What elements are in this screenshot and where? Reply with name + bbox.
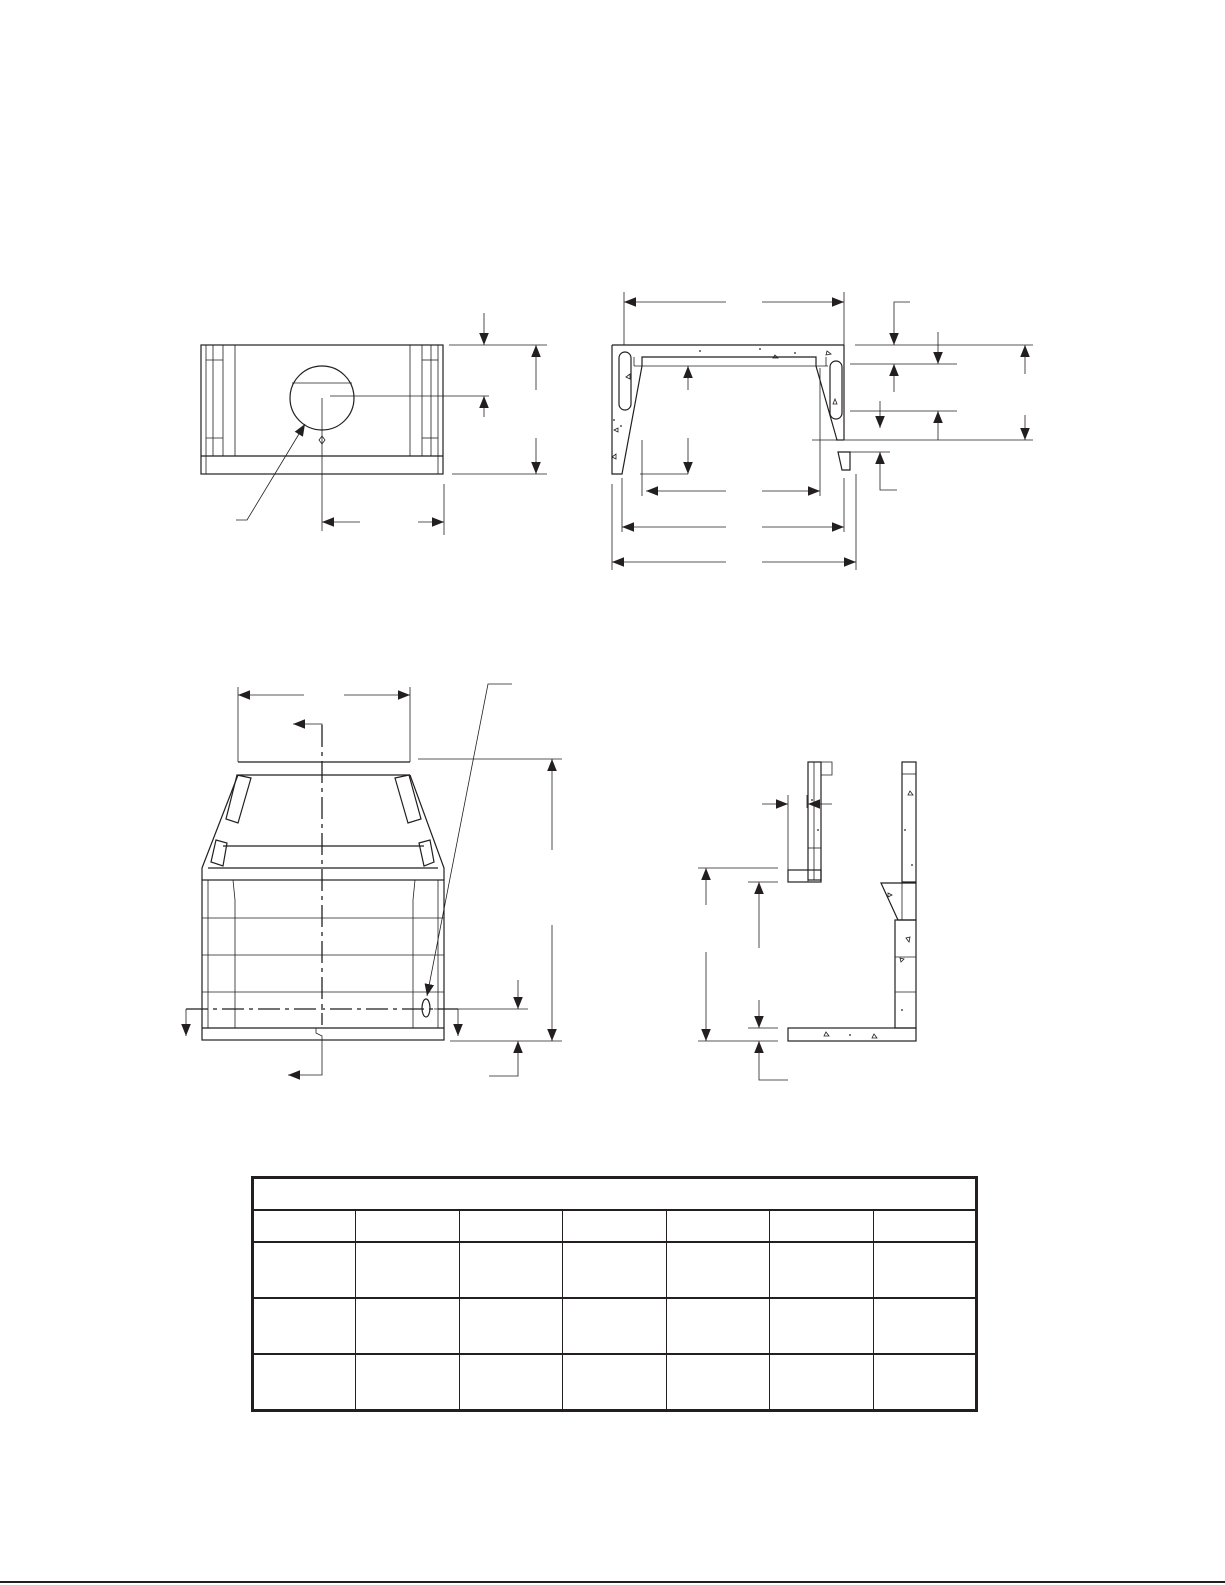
table-cell [666, 1354, 769, 1411]
section-concrete-hatch [811, 791, 913, 1038]
elevation-right-wing-lower [419, 840, 434, 866]
table-cell [356, 1242, 459, 1298]
concrete-hatch [612, 348, 837, 459]
section-lower-wall [895, 920, 916, 1028]
dim-elev-drain-lower [489, 1041, 518, 1076]
table-header-cell [666, 1210, 769, 1242]
elevation-view [186, 684, 562, 1076]
section-arrow-bottom [288, 1040, 322, 1075]
table-cell [770, 1298, 873, 1354]
plan-view [612, 292, 1033, 570]
opening-leader [236, 424, 305, 520]
table-cell [459, 1354, 562, 1411]
table-header-cell [770, 1210, 873, 1242]
dim-sec-slab [759, 1041, 788, 1080]
table-header-cell [356, 1210, 459, 1242]
section-view [698, 762, 916, 1080]
bottom-border-rule [0, 1581, 1225, 1583]
elevation-left-wing-upper [226, 775, 251, 823]
table-cell [666, 1242, 769, 1298]
table-cell [666, 1298, 769, 1354]
plan-view-right-foot [838, 452, 850, 470]
table-cell [563, 1242, 666, 1298]
section-floor-slab [788, 1028, 916, 1041]
table-header-cell [563, 1210, 666, 1242]
table-row [253, 1298, 977, 1354]
left-slot [619, 352, 631, 410]
section-arrow-top [293, 724, 322, 725]
table-cell [459, 1298, 562, 1354]
table-cell [356, 1298, 459, 1354]
front-view-right-stiffener [410, 345, 438, 456]
front-view [201, 313, 547, 535]
dim-plan-gap-lower [880, 452, 897, 490]
table-cell [873, 1298, 976, 1354]
table-cell [356, 1354, 459, 1411]
drain-hole [422, 999, 430, 1017]
table-cell [770, 1242, 873, 1298]
section-right-wall [902, 762, 916, 882]
table-title [253, 1178, 977, 1211]
table-row [253, 1242, 977, 1298]
table-cell [563, 1298, 666, 1354]
table-cell [563, 1354, 666, 1411]
elevation-body [202, 880, 444, 1040]
section-haunch [881, 883, 916, 920]
table-cell [873, 1242, 976, 1298]
table-header-cell [253, 1210, 356, 1242]
table-header-cell [459, 1210, 562, 1242]
table-header-row [253, 1210, 977, 1242]
table-header-cell [873, 1210, 976, 1242]
elevation-right-wing-upper [395, 775, 421, 823]
table-cell [253, 1354, 356, 1411]
table-title-row [253, 1178, 977, 1211]
table-cell [770, 1354, 873, 1411]
front-view-left-stiffener [206, 345, 235, 456]
drain-leader [427, 684, 512, 996]
table-cell [873, 1354, 976, 1411]
table-cell [253, 1242, 356, 1298]
table-cell [253, 1298, 356, 1354]
specification-table [251, 1176, 978, 1412]
section-left-wall [808, 762, 821, 880]
table-row [253, 1354, 977, 1411]
elevation-left-wing-lower [211, 840, 227, 866]
table-cell [459, 1242, 562, 1298]
right-slot [830, 361, 842, 419]
